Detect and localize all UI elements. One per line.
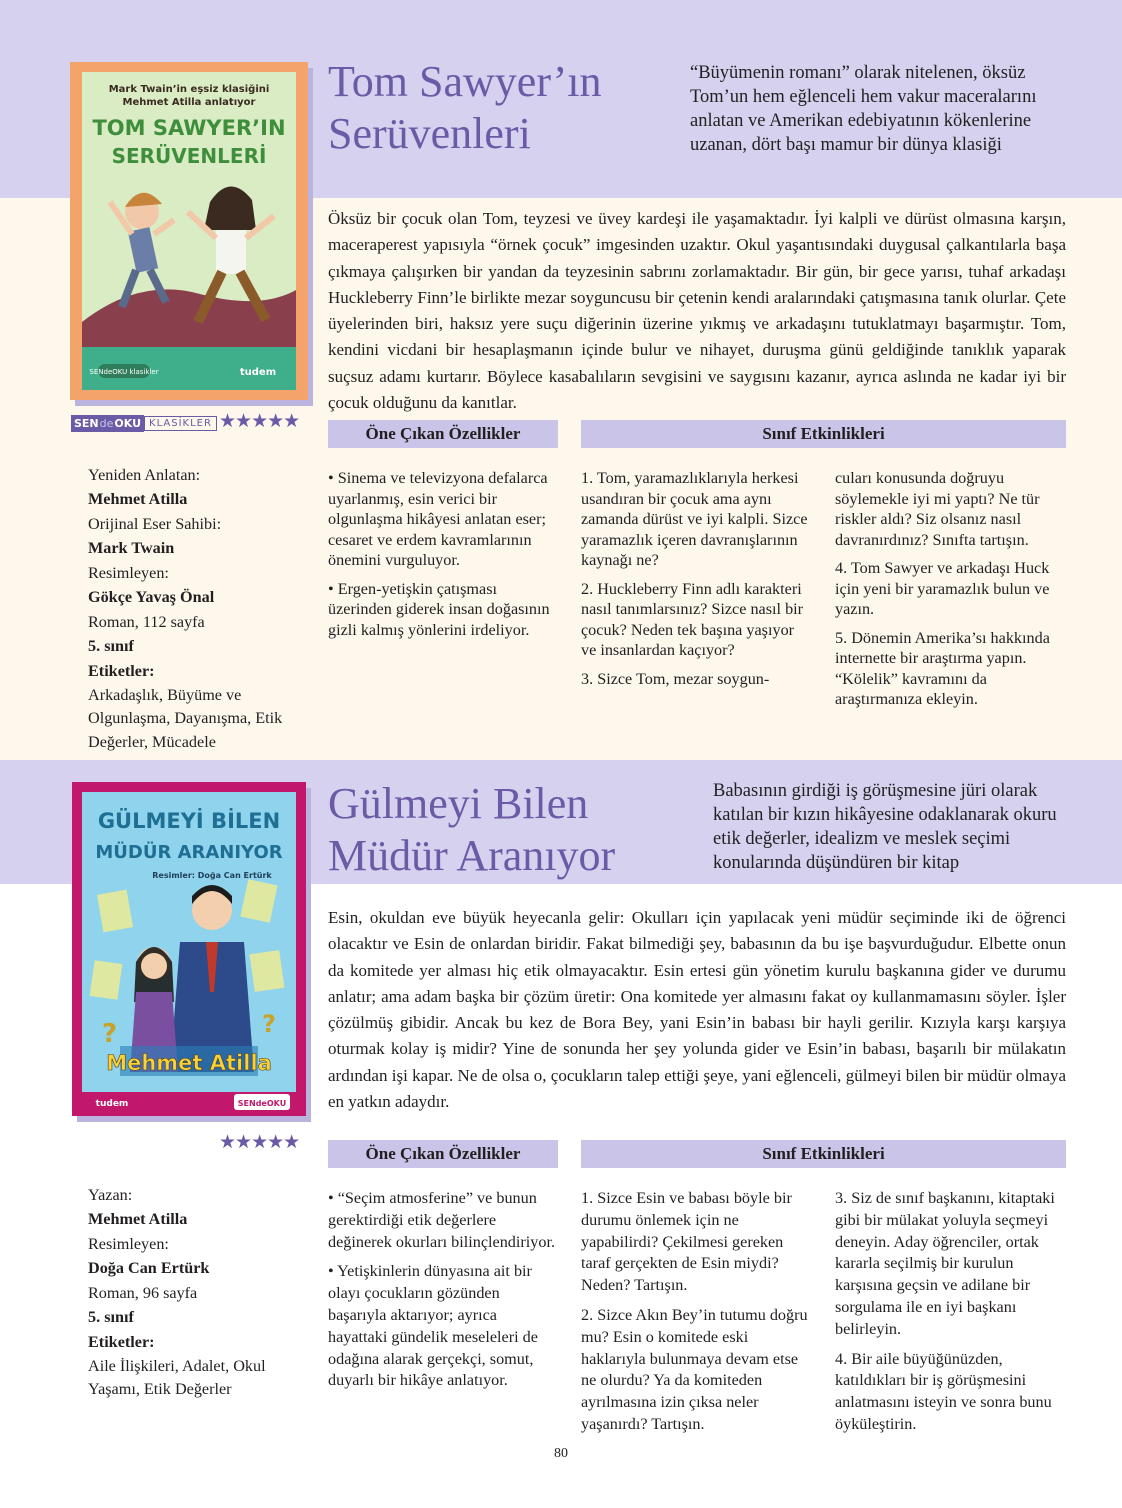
series-logo-klasikler: KLASİKLER bbox=[144, 416, 217, 431]
book2-activity-item: 1. Sizce Esin ve babası böyle bir durumu önlemek için ne yapabilirdi? Çekilmesi gereken taraf gerçekten de Esin miydi? Neden? Tartışın. bbox=[581, 1189, 792, 1295]
book1-format: Roman, 112 sayfa bbox=[88, 613, 205, 631]
book1-activities-col1 bbox=[581, 468, 813, 697]
book2-cover-title-line2: MÜDÜR ARANIYOR bbox=[95, 842, 283, 863]
book1-summary: Öksüz bir çocuk olan Tom, teyzesi ve üvey kardeşi ile yaşamaktadır. İyi kalpli ve dürüst olmasına karşın, maceraperest yapısıyla “örnek çocuk” imgesinden uzaktır. Okul yaşantısındaki duygusal çalkantılarla başa çıkmaya çalışırken bir yandan da teyzesinin sabrını zorlamaktadır. Bir gün, bir gece yarısı, tuhaf arkadaşı Huckleberry Finn’le birlikte mezar soyguncusu bir çetenin kendi aralarındaki çatışmasına tanık olurlar. Çete üyelerinden biri, haksız yere suçu diğerinin üzerine yıkmış ve arkadaşını tutuklatmayı başarmıştır. Tom, kendini vicdani bir hesaplaşmanın içinde bulur ve nihayet, duruşma günü geldiğinde tanıklık yaparak suçsuz adamı kurtarır. Böylece kasabalıların sevgisini ve saygısını kazanır, ayrıca aslında ne kadar iyi bir çocuk olduğunu da kanıtlar. bbox=[328, 209, 1066, 413]
book2-feature-item: • “Seçim atmosferine” ve bunun gerektirdiği etik değerlere değinerek okurları bilinçlendiriyor. bbox=[328, 1189, 556, 1251]
book2-activities-col2 bbox=[835, 1188, 1067, 1444]
book1-cover-art bbox=[70, 62, 308, 400]
book2-cover bbox=[72, 782, 306, 1116]
book1-feature-item: • Sinema ve televizyona defalarca uyarlanmış, esin verici bir olgunlaşma hikâyesi anlatan eser; cesaret ve erdem kavramlarının önemini vurguluyor. bbox=[328, 469, 548, 569]
book2-author: Mehmet Atilla bbox=[88, 1209, 188, 1228]
book2-title bbox=[328, 778, 615, 882]
book1-activity-item: cuları konusunda doğruyu söylemekle iyi mi yaptı? Ne tür riskler aldı? Siz olsanız nasıl davranırdınız? Sınıfta tartışın. bbox=[835, 469, 1040, 549]
book2-summary: Esin, okuldan eve büyük heyecanla gelir: Okulları için yapılacak yeni müdür seçiminde iki de öğrenci olacaktır ve Esin de onlardan biridir. Fakat bilmediği şey, babasının da bu işe başvurduğudur. Elbette onun da komitede yer alması hiç etik olmayacaktır. Esin ertesi gün yönetim kurulu başkanına gider ve durumu anlatır; ama adam başka bir çözüm üretir: Ona komitede yer almasını fakat oy kullanmamasını söyler. İşler çözülmüş gibidir. Ancak bu kez de Bora Bey, yani Esin’in babası bir hayli gerilir. Kızıyla karşı karşıya oturmak kolay iş midir? Yine de sonunda her şey yolunda gider ve Esin’in babası, başarılı bir mülakatın ardından işi kapar. Ne de olsa o, çocukların talep ettiği şeye, yani eğlenceli, gülmeyi bilen bir müdür olmaya en yatkın adaydır. bbox=[328, 908, 1066, 1112]
book2-activity-item: 3. Siz de sınıf başkanını, kitaptaki gibi bir mülakat yoluyla seçmeyi deneyin. Aday öğrenciler, ortak kararla seçilmiş bir kurulun karşısına geçsin ve adilane bir sorgulama ile en iyi başkanı belirleyin. bbox=[835, 1189, 1055, 1338]
series-logo bbox=[71, 413, 217, 433]
book2-activities-col1 bbox=[581, 1188, 813, 1444]
book2-rating-stars: ★★★★★ bbox=[219, 1131, 300, 1153]
book1-title-line2: Serüvenleri bbox=[328, 109, 531, 158]
book1-features-header: Öne Çıkan Özellikler bbox=[328, 420, 558, 448]
book1-activity-item: 5. Dönemin Amerika’sı hakkında internette bir araştırma yapın. “Kölelik” kavramını da araştırmanıza ekleyin. bbox=[835, 628, 1050, 708]
book1-illustrator-label: Resimleyen: bbox=[88, 564, 169, 582]
book2-activity-item: 4. Bir aile büyüğünüzden, katıldıkları bir iş görüşmesini anlatmasını isteyin ve sonra bunu öyküleştirin. bbox=[835, 1349, 1052, 1433]
book1-activities-col2 bbox=[835, 468, 1067, 718]
book2-cover-author: Mehmet Atilla bbox=[106, 1051, 272, 1075]
book1-cover-title-line1: TOM SAWYER’IN bbox=[92, 116, 286, 140]
book2-feature-item: • Yetişkinlerin dünyasına ait bir olayı çocukların gözünden başarıyla aktarıyor; ayrıca hayattaki gündelik meseleleri de odağına alarak gerçekçi, somut, duyarlı bir hikâye anlatıyor. bbox=[328, 1262, 538, 1390]
series-logo-oku: OKU bbox=[113, 415, 144, 432]
book1-rating-stars: ★★★★★ bbox=[219, 410, 300, 432]
book1-title bbox=[328, 56, 602, 160]
book1-tags-label: Etiketler: bbox=[88, 662, 155, 680]
book2-cover-illustrator: Resimler: Doğa Can Ertürk bbox=[152, 871, 272, 880]
book1-illustrator: Gökçe Yavaş Önal bbox=[88, 587, 215, 606]
book2-grade: 5. sınıf bbox=[88, 1307, 134, 1326]
book1-grade: 5. sınıf bbox=[88, 636, 134, 655]
book1-reteller: Mehmet Atilla bbox=[88, 489, 188, 508]
book1-features bbox=[328, 468, 556, 648]
book2-illustrator-label: Resimleyen: bbox=[88, 1235, 169, 1253]
book2-format: Roman, 96 sayfa bbox=[88, 1284, 198, 1302]
book1-cover-title-line2: SERÜVENLERİ bbox=[111, 144, 267, 168]
book2-cover-series: SENdeOKU bbox=[237, 1099, 287, 1108]
book1-tagline: “Büyümenin romanı” olarak nitelenen, öksüz Tom’un hem eğlenceli hem vakur maceralarını anlatan ve Amerikan edebiyatının kökenlerine uzanan, dört başı mamur bir dünya klasiği bbox=[690, 63, 1037, 155]
book1-cover-publisher: tudem bbox=[239, 367, 277, 378]
book1-activity-item: 1. Tom, yaramazlıklarıyla herkesi usandıran bir çocuk ama aynı zamanda dürüst ve iyi kalpli. Sizce yaramazlık içeren davranışlarının kaynağı ne? bbox=[581, 469, 808, 569]
book1-activities-header: Sınıf Etkinlikleri bbox=[581, 420, 1066, 448]
book2-title-line2: Müdür Aranıyor bbox=[328, 831, 616, 880]
book1-original-label: Orijinal Eser Sahibi: bbox=[88, 515, 222, 533]
book1-meta bbox=[88, 464, 303, 754]
book2-cover-title-line1: GÜLMEYİ BİLEN bbox=[97, 809, 281, 833]
series-logo-de: de bbox=[99, 416, 114, 430]
book1-tags: Arkadaşlık, Büyüme ve Olgunlaşma, Dayanışma, Etik Değerler, Mücadele bbox=[88, 685, 283, 751]
book2-cover-art bbox=[72, 782, 306, 1116]
book2-illustrator: Doğa Can Ertürk bbox=[88, 1258, 210, 1277]
book2-tags-label: Etiketler: bbox=[88, 1333, 155, 1351]
book1-cover-author-line2: Mehmet Atilla anlatıyor bbox=[122, 97, 256, 108]
book2-title-line1: Gülmeyi Bilen bbox=[328, 779, 589, 828]
book1-activity-item: 3. Sizce Tom, mezar soygun- bbox=[581, 669, 770, 688]
book2-features bbox=[328, 1188, 556, 1400]
book1-original-author: Mark Twain bbox=[88, 538, 175, 557]
book1-feature-item: • Ergen-yetişkin çatışması üzerinden giderek insan doğasının gizli kalmış yönlerini irdeliyor. bbox=[328, 579, 550, 639]
book1-activity-item: 4. Tom Sawyer ve arkadaşı Huck için yeni bir yaramazlık bulun ve yazın. bbox=[835, 559, 1050, 618]
book2-cover-publisher: tudem bbox=[95, 1099, 129, 1109]
book2-meta bbox=[88, 1184, 303, 1402]
book2-features-header: Öne Çıkan Özellikler bbox=[328, 1140, 558, 1168]
book2-tagline: Babasının girdiği iş görüşmesine jüri olarak katılan bir kızın hikâyesine odaklanarak okuru etik değerler, idealizm ve meslek seçimi konularında düşündüren bir kitap bbox=[713, 781, 1057, 873]
book2-activity-item: 2. Sizce Akın Bey’in tutumu doğru mu? Esin o komitede eski haklarıyla bulunmaya devam etse ne olurdu? Ya da komiteden ayrılmasına izin çıksa neler yaşanırdı? Tartışın. bbox=[581, 1305, 808, 1433]
question-icon: ? bbox=[262, 1010, 276, 1038]
book1-reteller-label: Yeniden Anlatan: bbox=[88, 466, 201, 484]
book1-cover bbox=[70, 62, 308, 400]
book1-cover-author-line1: Mark Twain’in eşsiz klasiğini bbox=[108, 84, 270, 95]
series-logo-sen: SEN bbox=[71, 415, 100, 432]
question-icon: ? bbox=[102, 1019, 118, 1049]
book1-title-line1: Tom Sawyer’ın bbox=[328, 57, 602, 106]
book2-tags: Aile İlişkileri, Adalet, Okul Yaşamı, Etik Değerler bbox=[88, 1356, 266, 1398]
book2-author-label: Yazan: bbox=[88, 1186, 133, 1204]
book2-activities-header: Sınıf Etkinlikleri bbox=[581, 1140, 1066, 1168]
book1-activity-item: 2. Huckleberry Finn adlı karakteri nasıl tanımlarsınız? Sizce nasıl bir çocuk? Neden tek başına yaşıyor ve insanlardan kaçıyor? bbox=[581, 579, 804, 659]
page-number: 80 bbox=[554, 1446, 568, 1461]
book1-cover-series: SENdeOKU klasikler bbox=[89, 368, 159, 376]
